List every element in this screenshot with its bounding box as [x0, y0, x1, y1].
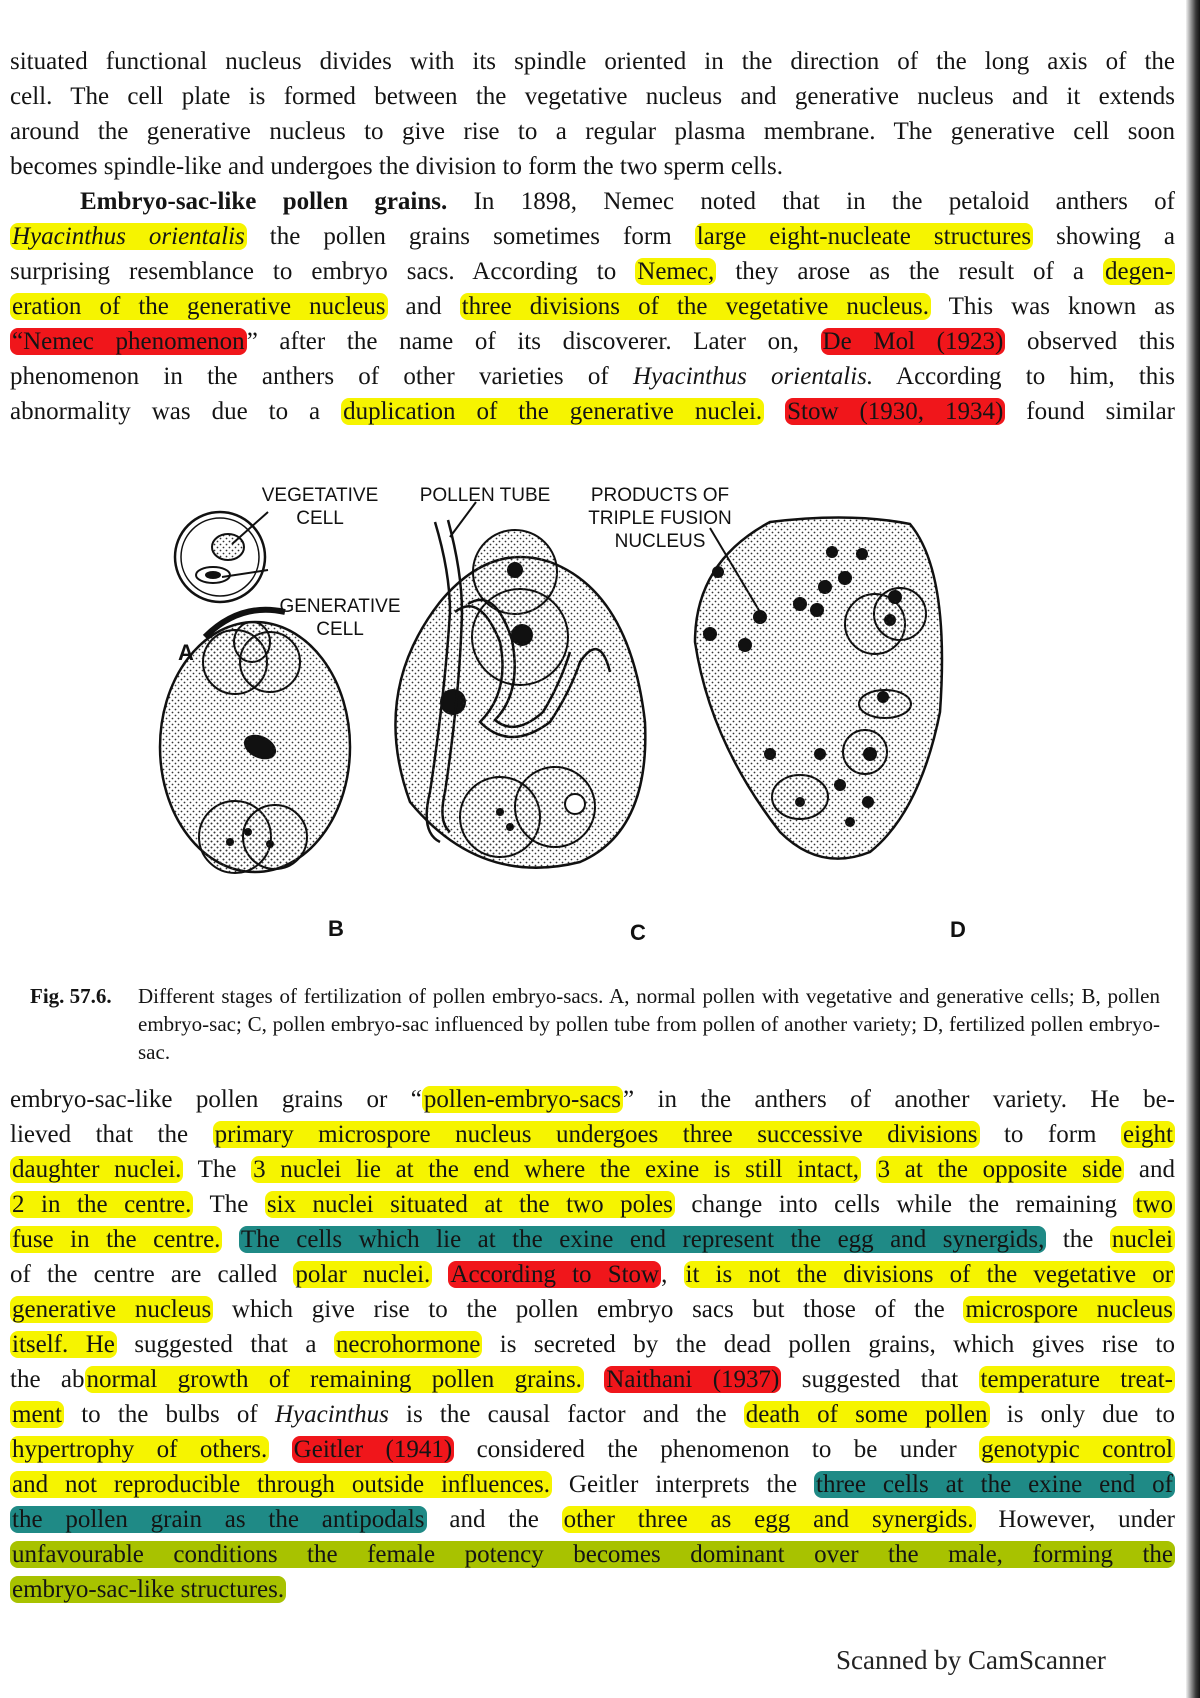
text-line: cell. The cell plate is formed between the vegetative nucleus and generative nucleus and it extends [10, 83, 1175, 110]
bottom-paragraph [10, 1082, 1175, 1607]
text-line: generative nucleus which give rise to the pollen embryo sacs but those of the microspore nucleus [12, 1296, 1174, 1323]
highlight-red: “Nemec phenomenon [12, 328, 245, 355]
highlight: polar nuclei. [295, 1261, 431, 1288]
label-generative-cell: GENERATIVE CELL [279, 596, 401, 640]
highlight-red: De Mol (1923) [822, 328, 1004, 355]
highlight: fuse in the centre. [12, 1226, 221, 1253]
text-line: itself. He suggested that a necrohormone is secreted by the dead pollen grains, which gives rise to [12, 1331, 1175, 1358]
pollen-d-diagram [695, 517, 942, 858]
highlight: primary microspore nucleus undergoes three successive divisions [214, 1121, 978, 1148]
highlight-olive: embryo-sac-like structures. [12, 1576, 285, 1603]
text-line: hypertrophy of others. Geitler (1941) considered the phenomenon to be under genotypic control [12, 1436, 1173, 1463]
highlight-red: According to Stow [450, 1261, 660, 1288]
highlight: itself. He [12, 1331, 115, 1358]
highlight: two [1135, 1191, 1173, 1218]
caption-prefix: Fig. 57.6. [30, 984, 112, 1008]
text-line: surprising resemblance to embryo sacs. According to Nemec, they arose as the result of a degen- [10, 258, 1173, 285]
figure-letter-a: A [178, 640, 194, 665]
scanner-watermark: Scanned by CamScanner [836, 1645, 1106, 1675]
text-line: Hyacinthus orientalis the pollen grains sometimes form large eight-nucleate structures showing a [12, 223, 1175, 250]
highlight: pollen-embryo-sacs [423, 1086, 621, 1113]
text-line: the abnormal growth of remaining pollen grains. Naithani (1937) suggested that temperature treat- [10, 1366, 1174, 1393]
highlight: microspore nucleus [965, 1296, 1174, 1323]
page-edge-shadow [1186, 0, 1200, 1698]
highlight-teal: three cells at the exine end of [816, 1471, 1173, 1498]
caption-text: Different stages of fertilization of pollen embryo-sacs. A, normal pollen with vegetative and generative cells; B, pollen embryo-sac; C, pollen embryo-sac influenced by pollen tube from pollen of another variety; D, fertilized pollen embryo-sac. [138, 984, 1160, 1064]
text-line: fuse in the centre. The cells which lie at the exine end represent the egg and synergids, the nuclei [12, 1226, 1173, 1253]
highlight: daughter nuclei. [12, 1156, 182, 1183]
text-line: “Nemec phenomenon” after the name of its discoverer. Later on, De Mol (1923) observed this [12, 328, 1175, 355]
highlight: temperature treat- [980, 1366, 1174, 1393]
highlight-species: Hyacinthus orientalis [12, 223, 245, 250]
label-pollen-tube: POLLEN TUBE [419, 485, 551, 506]
text-line: lieved that the primary microspore nucleus undergoes three successive divisions to form eight [10, 1121, 1173, 1148]
figure-caption [30, 982, 1160, 1066]
text-line: embryo-sac-like pollen grains or “pollen-embryo-sacs” in the anthers of another variety. He be- [10, 1086, 1175, 1113]
highlight: large eight-nucleate structures [696, 223, 1032, 250]
highlight-teal: the pollen grain as the antipodals [12, 1506, 425, 1533]
text-line: Embryo-sac-like pollen grains. In 1898, Nemec noted that in the petaloid anthers of [80, 188, 1175, 215]
text-line: around the generative nucleus to give rise to a regular plasma membrane. The generative cell soon [10, 118, 1175, 145]
text-line: and not reproducible through outside influences. Geitler interprets the three cells at the exine end of [12, 1471, 1173, 1498]
text-line: 2 in the centre. The six nuclei situated at the two poles change into cells while the remaining two [12, 1191, 1173, 1218]
highlight: 3 nuclei lie at the end where the exine is still intact, [253, 1156, 860, 1183]
species-name: Hyacinthus orientalis. [632, 363, 874, 390]
label-vegetative-cell: VEGETATIVE CELL [261, 485, 379, 529]
highlight: eight [1123, 1121, 1173, 1148]
highlight: and not reproducible through outside influences. [12, 1471, 550, 1498]
text-line: of the centre are called polar nuclei. According to Stow, it is not the divisions of the vegetative or [10, 1261, 1174, 1288]
text-line: eration of the generative nucleus and three divisions of the vegetative nucleus. This was known as [12, 293, 1175, 320]
highlight: 2 in the centre. [12, 1191, 192, 1218]
highlight-olive: unfavourable conditions the female potency becomes dominant over the male, forming the [12, 1541, 1173, 1568]
highlight: normal growth of remaining pollen grains. [86, 1366, 582, 1393]
figure-57-6 [150, 485, 1050, 962]
highlight: eration of the generative nucleus [12, 293, 386, 320]
top-paragraphs [10, 44, 1175, 429]
highlight: duplication of the generative nuclei. [343, 398, 763, 425]
highlight: degen- [1104, 258, 1173, 285]
highlight: six nuclei situated at the two poles [266, 1191, 673, 1218]
text-line [10, 1572, 1175, 1607]
text-line: phenomenon in the anthers of other varieties of Hyacinthus orientalis. According to him, this [10, 363, 1175, 390]
highlight: other three as egg and synergids. [563, 1506, 974, 1533]
highlight: nuclei [1111, 1226, 1173, 1253]
text-line [10, 1537, 1175, 1572]
highlight-red: Stow (1930, 1934) [787, 398, 1004, 425]
figure-letter-d: D [950, 917, 966, 942]
highlight: necrohormone [335, 1331, 481, 1358]
highlight-teal: The cells which lie at the exine end represent the egg and synergids, [240, 1226, 1045, 1253]
highlight-red: Geitler (1941) [293, 1436, 453, 1463]
section-heading: Embryo-sac-like pollen grains. [80, 188, 448, 215]
highlight: three divisions of the vegetative nucleus. [461, 293, 929, 320]
highlight: Nemec, [637, 258, 715, 285]
highlight: it is not the divisions of the vegetative or [685, 1261, 1174, 1288]
text-line: ment to the bulbs of Hyacinthus is the causal factor and the death of some pollen is only due to [12, 1401, 1175, 1428]
text-line: daughter nuclei. The 3 nuclei lie at the end where the exine is still intact, 3 at the opposite side and [12, 1156, 1175, 1183]
text-line: the pollen grain as the antipodals and the other three as egg and synergids. However, under [12, 1506, 1175, 1533]
highlight: genotypic control [981, 1436, 1173, 1463]
text-line: abnormality was due to a duplication of the generative nuclei. Stow (1930, 1934) found similar [10, 398, 1175, 425]
figure-illustration [150, 492, 1050, 962]
label-triple-fusion-products: PRODUCTS OF TRIPLE FUSION NUCLEUS [588, 485, 732, 552]
highlight-red: Naithani (1937) [606, 1366, 780, 1393]
figure-letter-c: C [630, 920, 646, 945]
species-name: Hyacinthus [274, 1401, 389, 1428]
pollen-c-diagram [395, 520, 645, 868]
highlight: generative nucleus [12, 1296, 212, 1323]
highlight: 3 at the opposite side [877, 1156, 1123, 1183]
text-line: situated functional nucleus divides with its spindle oriented in the direction of the long axis of the [10, 48, 1175, 75]
highlight: hypertrophy of others. [12, 1436, 268, 1463]
figure-letter-b: B [328, 916, 344, 941]
highlight: ment [12, 1401, 62, 1428]
highlight: death of some pollen [745, 1401, 988, 1428]
text-line: becomes spindle-like and undergoes the division to form the two sperm cells. [10, 153, 783, 180]
